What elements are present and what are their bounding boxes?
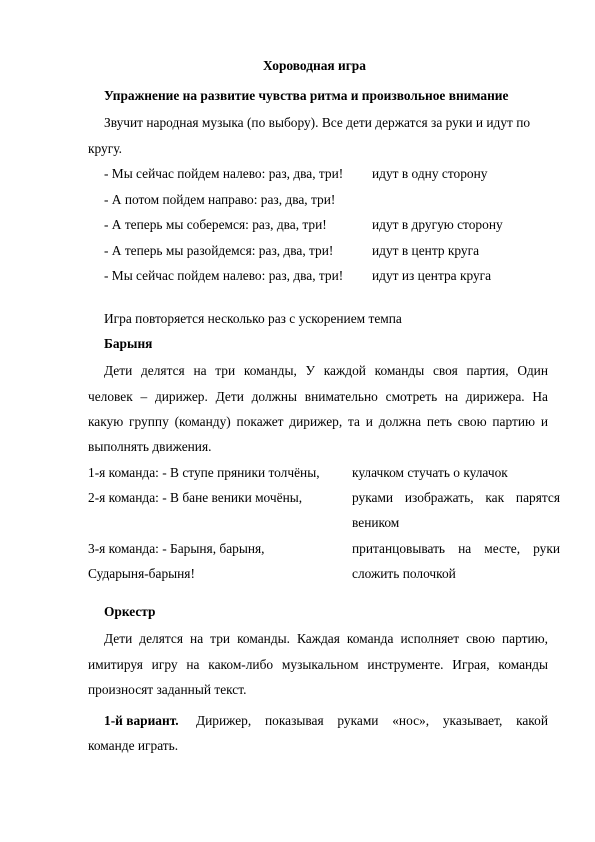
paragraph-line: выполнять движения. [88, 439, 212, 454]
song-phrase: - А теперь мы разойдемся: раз, два, три! [104, 243, 334, 258]
game-heading-orchestra: Оркестр [104, 604, 156, 619]
paragraph-line: произносят заданный текст. [88, 682, 247, 697]
intro-line: кругу. [88, 141, 122, 156]
song-phrase: - Мы сейчас пойдем налево: раз, два, три! [104, 166, 344, 181]
variant-label: 1-й вариант. [104, 713, 179, 728]
paragraph-line: человек – дирижер. Дети должны внимательно смотреть на дирижера. На [88, 389, 548, 404]
team-lyric: 3-я команда: - Барыня, барыня, [88, 541, 265, 556]
team-movement: кулачком стучать о кулачок [352, 465, 508, 480]
movement-instruction: идут в центр круга [372, 243, 480, 258]
team-movement: пританцовывать на месте, руки [352, 541, 560, 556]
paragraph-line: команде играть. [88, 738, 179, 753]
intro-line: Звучит народная музыка (по выбору). Все дети держатся за руки и идут по [104, 115, 531, 130]
team-lyric: 2-я команда: - В бане веники мочёны, [88, 490, 303, 505]
movement-instruction: идут в другую сторону [372, 217, 503, 232]
movement-instruction: идут из центра круга [372, 268, 492, 283]
exercise-heading: Упражнение на развитие чувства ритма и произвольное внимание [104, 88, 509, 103]
repeat-note: Игра повторяется несколько раз с ускорением темпа [104, 311, 402, 326]
song-phrase: - А теперь мы соберемся: раз, два, три! [104, 217, 327, 232]
team-movement: сложить полочкой [352, 566, 456, 581]
team-lyric: 1-я команда: - В ступе пряники толчёны, [88, 465, 320, 480]
game-heading-barynya: Барыня [104, 336, 153, 351]
paragraph-line: имитируя игру на каком-либо музыкальном инструменте. Играя, команды [88, 657, 548, 672]
paragraph-line: какую группу (команду) покажет дирижер, та и должна петь свою партию и [88, 414, 548, 429]
paragraph-line: Дети делятся на три команды. Каждая команда исполняет свою партию, [104, 631, 548, 646]
team-movement: руками изображать, как парятся [352, 490, 560, 505]
team-movement: веником [352, 515, 400, 530]
paragraph-line: Дети делятся на три команды, У каждой команды своя партия, Один [104, 363, 548, 378]
movement-instruction: идут в одну сторону [372, 166, 488, 181]
paragraph-line: Дирижер, показывая руками «нос», указывает, какой [196, 713, 548, 728]
team-lyric: Сударыня-барыня! [88, 566, 195, 581]
song-phrase: - А потом пойдем направо: раз, два, три! [104, 192, 336, 207]
page-title: Хороводная игра [263, 58, 366, 73]
song-phrase: - Мы сейчас пойдем налево: раз, два, три! [104, 268, 344, 283]
